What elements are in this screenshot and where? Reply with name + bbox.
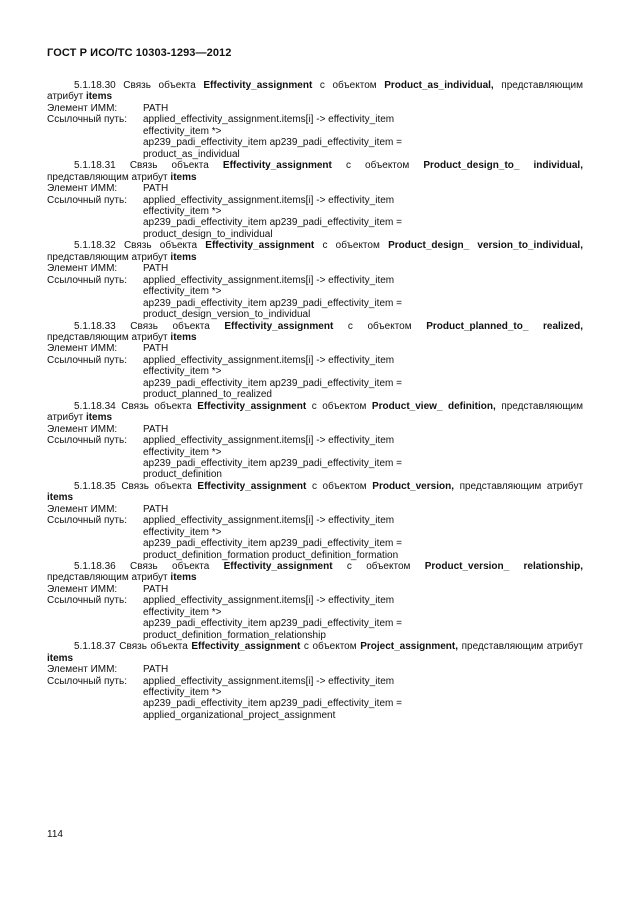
reference-path-line: effectivity_item *> xyxy=(143,286,222,298)
reference-path-row: Ссылочный путь: applied_effectivity_assignment.items[i] -> effectivity_item xyxy=(47,114,395,126)
section-heading: 5.1.18.34 Связь объекта Effectivity_assignment с объектом Product_view_ definition, представляющим атрибут items xyxy=(47,400,584,424)
reference-path-row: Ссылочный путь: applied_effectivity_assignment.items[i] -> effectivity_item xyxy=(47,675,395,687)
section-heading: 5.1.18.36 Связь объекта Effectivity_assignment с объектом Product_version_ relationship, представляющим атрибут items xyxy=(47,561,583,584)
running-header: ГОСТ Р ИСО/ТС 10303-1293—2012 xyxy=(47,47,232,59)
reference-path-line: ap239_padi_effectivity_item ap239_padi_effectivity_item = xyxy=(143,377,402,389)
reference-path-line: applied_organizational_project_assignment xyxy=(143,709,336,721)
reference-path-line: ap239_padi_effectivity_item ap239_padi_effectivity_item = xyxy=(143,618,402,630)
section xyxy=(47,80,583,160)
reference-path-line: effectivity_item *> xyxy=(143,526,222,538)
reference-path-line: effectivity_item *> xyxy=(143,446,222,458)
section-heading: 5.1.18.31 Связь объекта Effectivity_assignment с объектом Product_design_to_ individual, представляющим атрибут items xyxy=(47,160,583,183)
reference-path-row: Ссылочный путь: applied_effectivity_assignment.items[i] -> effectivity_item xyxy=(47,595,395,607)
section xyxy=(47,240,583,320)
section-heading: 5.1.18.33 Связь объекта Effectivity_assignment с объектом Product_planned_to_ realized, представляющим атрибут items xyxy=(47,320,584,343)
section xyxy=(47,160,583,240)
section xyxy=(47,561,583,641)
reference-path-line: effectivity_item *> xyxy=(143,606,222,618)
section xyxy=(47,401,583,481)
aim-element-row: Элемент ИММ: PATH xyxy=(47,583,169,595)
reference-path-line: product_design_to_individual xyxy=(143,228,273,240)
aim-element-row: Элемент ИММ: PATH xyxy=(47,102,169,114)
reference-path-line: product_definition_formation product_definition_formation xyxy=(143,549,399,561)
reference-path-line: effectivity_item *> xyxy=(143,205,222,217)
section xyxy=(47,321,583,401)
reference-path-line: ap239_padi_effectivity_item ap239_padi_effectivity_item = xyxy=(143,457,402,469)
reference-path-line: product_definition xyxy=(143,469,222,481)
reference-path-row: Сcылочный путь: applied_effectivity_assignment.items[i] -> effectivity_item xyxy=(47,435,395,447)
reference-path-line: effectivity_item *> xyxy=(143,125,222,137)
aim-element-row: Элемент ИММ: PATH xyxy=(47,343,169,355)
section-heading: 5.1.18.37 Связь объекта Effectivity_assignment с объектом Project_assignment, представляющим атрибут items xyxy=(47,641,584,664)
aim-element-row: Элемент ИММ: PATH xyxy=(47,183,169,195)
reference-path-line: product_planned_to_realized xyxy=(143,389,272,401)
section-heading: 5.1.18.32 Связь объекта Effectivity_assignment с объектом Product_design_ version_to_individual, представляющим атрибут items xyxy=(47,240,583,263)
reference-path-line: effectivity_item *> xyxy=(143,687,222,699)
aim-element-row: Элемент ИММ: PATH xyxy=(47,503,169,515)
aim-element-row: Элемент ИММ: PATH xyxy=(47,263,169,275)
section xyxy=(47,641,583,721)
reference-path-row: Ссылочный путь: applied_effectivity_assignment.items[i] -> effectivity_item xyxy=(47,194,395,206)
reference-path-line: effectivity_item *> xyxy=(143,366,222,378)
aim-element-row: Элемент ИММ: PATH xyxy=(47,423,169,435)
reference-path-row: Сcылочный путь: applied_effectivity_assignment.items[i] -> effectivity_item xyxy=(47,515,395,527)
reference-path-line: product_as_individual xyxy=(143,148,240,160)
reference-path-line: product_definition_formation_relationship xyxy=(143,629,326,641)
reference-path-row: Сcылочный путь: applied_effectivity_assignment.items[i] -> effectivity_item xyxy=(47,274,395,286)
reference-path-line: ap239_padi_effectivity_item ap239_padi_effectivity_item = xyxy=(143,297,402,309)
reference-path-line: product_design_version_to_individual xyxy=(143,309,311,321)
document-body xyxy=(47,80,583,721)
section-heading: 5.1.18.35 Связь объекта Effectivity_assignment с объектом Product_version, представляющим атрибут items xyxy=(47,480,584,504)
aim-element-row: Элемент ИММ: PATH xyxy=(47,664,169,676)
reference-path-line: ap239_padi_effectivity_item ap239_padi_effectivity_item = xyxy=(143,137,402,149)
section xyxy=(47,481,583,561)
section-heading: 5.1.18.30 Связь объекта Effectivity_assignment с объектом Product_as_individual, представляющим атрибут items xyxy=(47,80,583,103)
reference-path-row: Ссылочный путь: applied_effectivity_assignment.items[i] -> effectivity_item xyxy=(47,354,395,366)
reference-path-line: ap239_padi_effectivity_item ap239_padi_effectivity_item = xyxy=(143,538,402,550)
reference-path-line: ap239_padi_effectivity_item ap239_padi_effectivity_item = xyxy=(143,698,402,710)
page-number: 114 xyxy=(47,829,63,840)
reference-path-line: ap239_padi_effectivity_item ap239_padi_effectivity_item = xyxy=(143,217,402,229)
